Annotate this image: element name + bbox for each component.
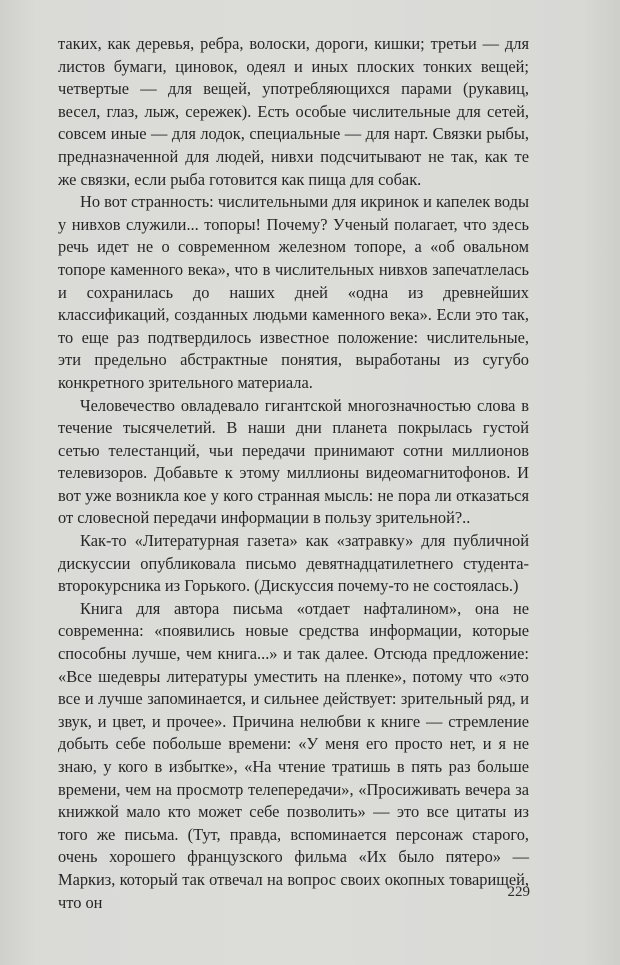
page-body-text [58, 33, 529, 914]
paragraph-2: Но вот странность: числительными для икринок и капелек воды у нивхов служили... топоры! Почему? Ученый полагает, что здесь речь идет не о современном железном топоре, а «об овальном топоре каменного века», что в числительных нивхов запечатлелась и сохранилась до наших дней «одна из древнейших классификаций, созданных людьми каменного века». Если это так, то еще раз подтвердилось известное положение: числительные, эти предельно абстрактные понятия, выработаны из сугубо конкретного зрительного материала. [58, 192, 529, 392]
paragraph-4: Как-то «Литературная газета» как «затравку» для публичной дискуссии опубликовала письмо девятнадцатилетнего студента-второкурсника из Горького. (Дискуссия почему-то не состоялась.) [58, 531, 529, 596]
paragraph-3: Человечество овладевало гигантской многозначностью слова в течение тысячелетий. В наши дни планета покрылась густой сетью телестанций, чьи передачи принимают сотни миллионов телевизоров. Добавьте к этому миллионы видеомагнитофонов. И вот уже возникла кое у кого странная мысль: не пора ли отказаться от словесной передачи информации в пользу зрительной?.. [58, 395, 529, 528]
paragraph-5: Книга для автора письма «отдает нафталином», она не современна: «появились новые средства информации, которые способны лучше, чем книга...» и так далее. Отсюда предложение: «Все шедевры литературы уместить на пленке», потому что «это все и лучше запоминается, и сильнее действует: зрительный ряд, и звук, и цвет, и прочее». Причина нелюбви к книге — стремление добыть себе побольше времени: «У меня его просто нет, и я не знаю, у кого в избытке», «На чтение тратишь в пять раз больше времени, чем на просмотр телепередачи», «Просиживать вечера за книжкой мало кто может себе позволить» — это все цитаты из того же письма. (Тут, правда, вспоминается персонаж старого, очень хорошего французского фильма «Их было пятеро» — Маркиз, который так отвечал на вопрос своих окопных товарищей, что он [58, 598, 529, 912]
page-number: 229 [507, 884, 530, 900]
paragraph-1: таких, как деревья, ребра, волоски, дороги, кишки; третьи — для листов бумаги, циновок, одеял и иных плоских тонких вещей; четвертые — для вещей, употребляющихся парами (рукавиц, весел, глаз, лыж, сережек). Есть особые числительные для сетей, совсем иные — для лодок, специальные — для нарт. Связки рыбы, предназначенной для людей, нивхи подсчитывают не так, как те же связки, если рыба готовится как пища для собак. [58, 34, 529, 189]
